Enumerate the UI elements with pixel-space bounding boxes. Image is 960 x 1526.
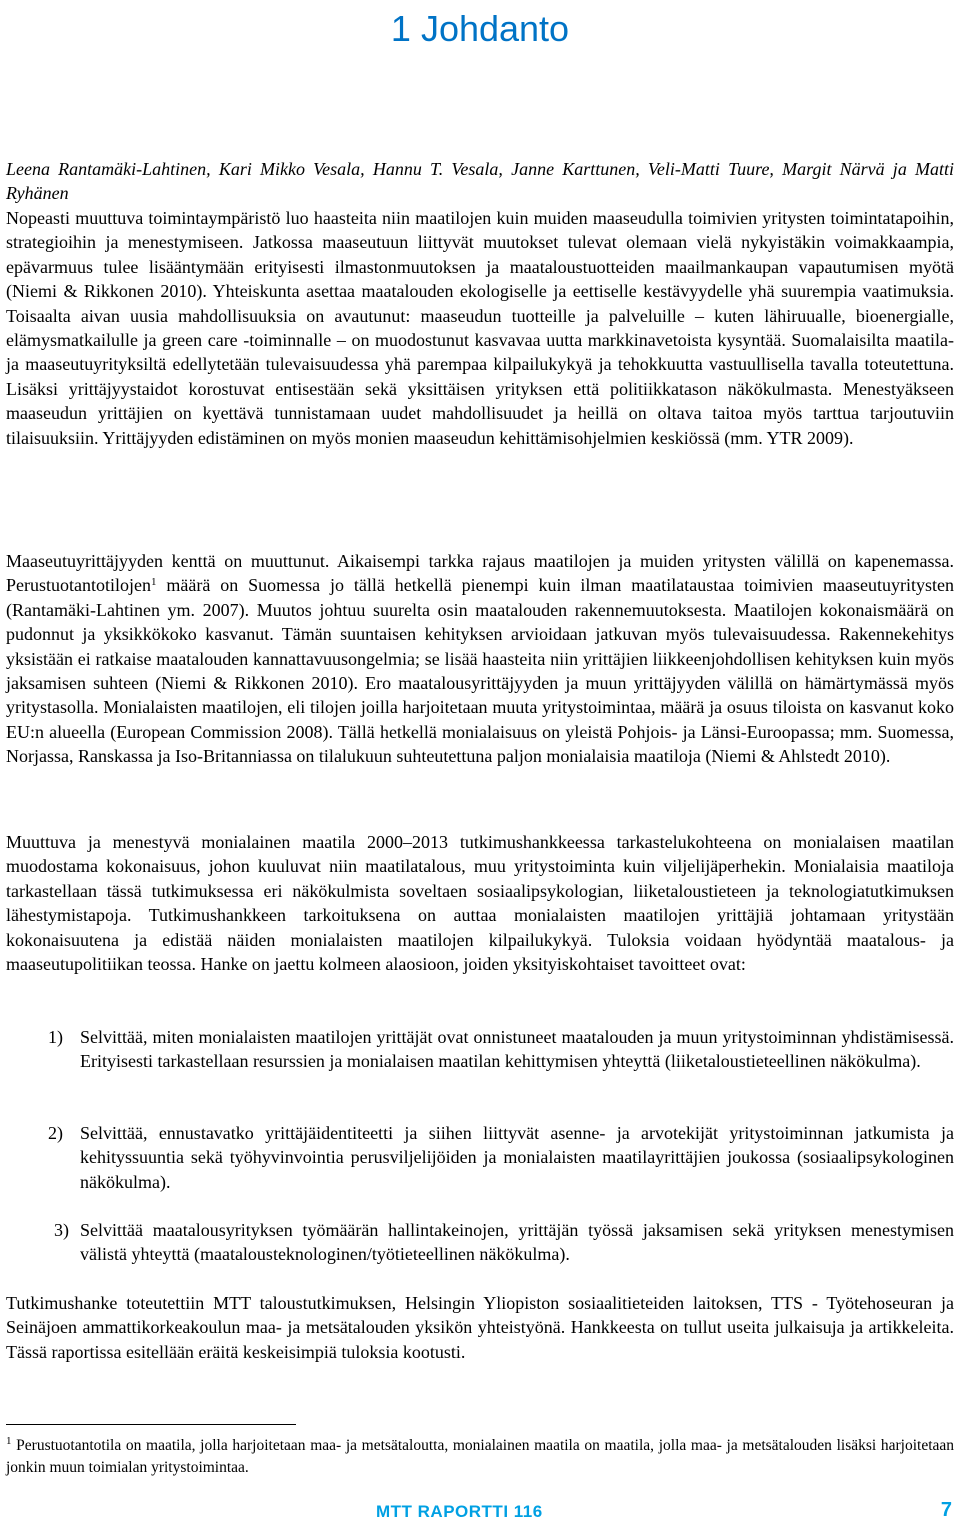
goal-number: 3) bbox=[54, 1220, 69, 1240]
paragraph-text: Muuttuva ja menestyvä monialainen maatila 2000–2013 tutkimushankkeessa tarkastelukohteena on monialaisen maatilan muodostama kokonaisuus, johon kuuluvat niin maatilatalous, muu yritystoiminta kuin viljelijäperhekin. Monialaisia maatiloja tarkastellaan tässä tutkimuksessa eri näkökulmista soveltaen sosiaalipsykologian, liiketaloustieteen ja teknologiatutkimuksen lähestymistapoja. Tutkimushankkeen tarkoituksena on auttaa monialaisten maatilojen yrittäjiä johtamaan yritystään kokonaisuutena ja edistää näiden monialaisten maatilojen kilpailukykyä. Tuloksia voidaan hyödyntää maatalous- ja maaseutupolitiikan teossa. Hanke on jaettu kolmeen alaosioon, joiden yksityiskohtaiset tavoitteet ovat: bbox=[6, 832, 954, 975]
report-series-label: MTT RAPORTTI 116 bbox=[376, 1502, 543, 1521]
chapter-title: 1 Johdanto bbox=[390, 8, 570, 49]
paragraph-text bbox=[6, 549, 954, 769]
paragraph-intro bbox=[6, 206, 954, 450]
goal-text: Selvittää, ennustavatko yrittäjäidentiteetti ja siihen liittyvät asenne- ja arvotekijät yritystoiminnan jatkumista ja kehityssuuntia sekä työhyvinvointia perusviljelijöiden ja monialaisten maatilayrittäjien joukossa (sosiaalipsykologinen näkökulma). bbox=[80, 1123, 954, 1192]
paragraph-text: Nopeasti muuttuva toimintaympäristö luo haasteita niin maatilojen kuin muiden maaseudulla toimivien yritysten toimintatapoihin, strategioihin ja menestymiseen. Jatkossa maaseutuun liittyvät muutokset tulevat olemaan vielä nykyistäkin voimakkaampia, epävarmuus tulee lisääntymään erityisesti ilmastonmuutoksen ja maataloustuotteiden maailmankaupan vapautumisen myötä (Niemi & Rikkonen 2010). Yhteiskunta asettaa maatalouden ekologiselle ja eettiselle kestävyydelle yhä suurempia vaatimuksia. Toisaalta aivan uusia mahdollisuuksia on avautunut: maaseudun tuotteille ja palveluille – kuten lähiruualle, bioenergialle, elämysmatkailulle ja green care -toiminnalle – on muodostunut kasvavaa uutta markkinavetoista kysyntää. Suomalaisilta maatila- ja maaseutuyrityksiltä edellytetään tulevaisuudessa yhä parempaa kilpailukykyä ja tehokkuutta vastuullisella tavalla toteutettuna. Lisäksi yrittäjyystaidot korostuvat entisestään sekä yksittäisen yrityksen että politiikkatason näkökulmasta. Menestyäkseen maaseudun yrittäjien on kyettävä tunnistamaan uudet mahdollisuudet ja heillä on oltava taitoa myös tarttua tarjoutuviin tilaisuuksiin. Yrittäjyyden edistäminen on myös monien maaseudun kehittämisohjelmien keskiössä (mm. YTR 2009). bbox=[6, 208, 954, 448]
paragraph-project-description bbox=[6, 830, 954, 976]
page-number: 7 bbox=[940, 1499, 952, 1521]
goal-number: 2) bbox=[48, 1123, 63, 1143]
author-list: Leena Rantamäki-Lahtinen, Kari Mikko Vesala, Hannu T. Vesala, Janne Karttunen, Veli-Matti Tuure, Margit Närvä ja Matti Ryhänen bbox=[6, 159, 954, 204]
paragraph-text-part: Maaseutuyrittäjyyden kenttä on muuttunut. Aikaisempi tarkka rajaus maatilojen ja muiden yritysten välillä on kapenemassa. Perustuotantotilojen bbox=[6, 551, 954, 596]
footnote-text: Perustuotantotila on maatila, jolla harjoitetaan maa- ja metsätaloutta, monialainen maatila on maatila, jolla maa- ja metsätalouden lisäksi harjoitetaan jonkin muun toimialan yritystoimintaa. bbox=[6, 1437, 955, 1476]
goal-text: Selvittää maatalousyrityksen työmäärän hallintakeinojen, yrittäjän työssä jaksamisen sekä yrityksen menestymisen välistä yhteyttä (maatalousteknologinen/työtieteellinen näkökulma). bbox=[80, 1220, 954, 1265]
footnote bbox=[6, 1435, 954, 1478]
footnote-reference[interactable]: 1 bbox=[150, 576, 157, 589]
paragraph-rural-entrepreneurship bbox=[6, 549, 954, 769]
paragraph-partners bbox=[6, 1291, 954, 1364]
footnote-marker: 1 bbox=[6, 1435, 12, 1447]
goal-item bbox=[6, 1025, 954, 1074]
goal-text: Selvittää, miten monialaisten maatilojen yrittäjät ovat onnistuneet maatalouden ja muun yritystoiminnan yhdistämisessä. Erityisesti tarkastellaan resurssien ja monialaisen maatilan kehittymisen yhteyttä (liiketaloustieteellinen näkökulma). bbox=[80, 1027, 954, 1072]
footnote-divider bbox=[6, 1424, 296, 1425]
paragraph-text: Tutkimushanke toteutettiin MTT taloustutkimuksen, Helsingin Yliopiston sosiaalitieteiden laitoksen, TTS - Työtehoseuran ja Seinäjoen ammattikorkeakoulun maa- ja metsätalouden yksikön yhteistyönä. Hankkeesta on tullut useita julkaisuja ja artikkeleita. Tässä raportissa esitellään eräitä keskeisimpiä tuloksia kootusti. bbox=[6, 1293, 954, 1362]
goal-item bbox=[6, 1218, 954, 1267]
goal-item bbox=[6, 1121, 954, 1194]
goal-number: 1) bbox=[48, 1027, 63, 1047]
paragraph-text-part: määrä on Suomessa jo tällä hetkellä pienempi kuin ilman maatilataustaa toimivien maaseutuyritysten (Rantamäki-Lahtinen ym. 2007). Muutos johtuu suurelta osin maatalouden rakennemuutoksesta. Maatilojen kokonaismäärä on pudonnut ja yksikkökoko kasvanut. Tämän suuntaisen kehityksen arvioidaan jatkuvan myös tulevaisuudessa. Rakennekehitys yksistään ei ratkaise maatalouden kannattavuusongelmia; se lisää haasteita niin yrittäjien liikkeenjohdollisen kehityksen kuin myös jaksamisen suhteen (Niemi & Rikkonen 2010). Ero maatalousyrittäjyyden ja muun yrittäjyyden välillä on hämärtymässä myös yritystasolla. Monialaisten maatilojen, eli tilojen joilla harjoitetaan muuta yritystoimintaa, määrä ja osuus tiloista on kasvanut koko EU:n alueella (European Commission 2008). Tällä hetkellä monialaisuus on yleistä Pohjois- ja Länsi-Euroopassa; mm. Suomessa, Norjassa, Ranskassa ja Iso-Britanniassa on tilalukuun suhteutettuna paljon monialaisia maatiloja (Niemi & Ahlstedt 2010). bbox=[6, 575, 954, 767]
